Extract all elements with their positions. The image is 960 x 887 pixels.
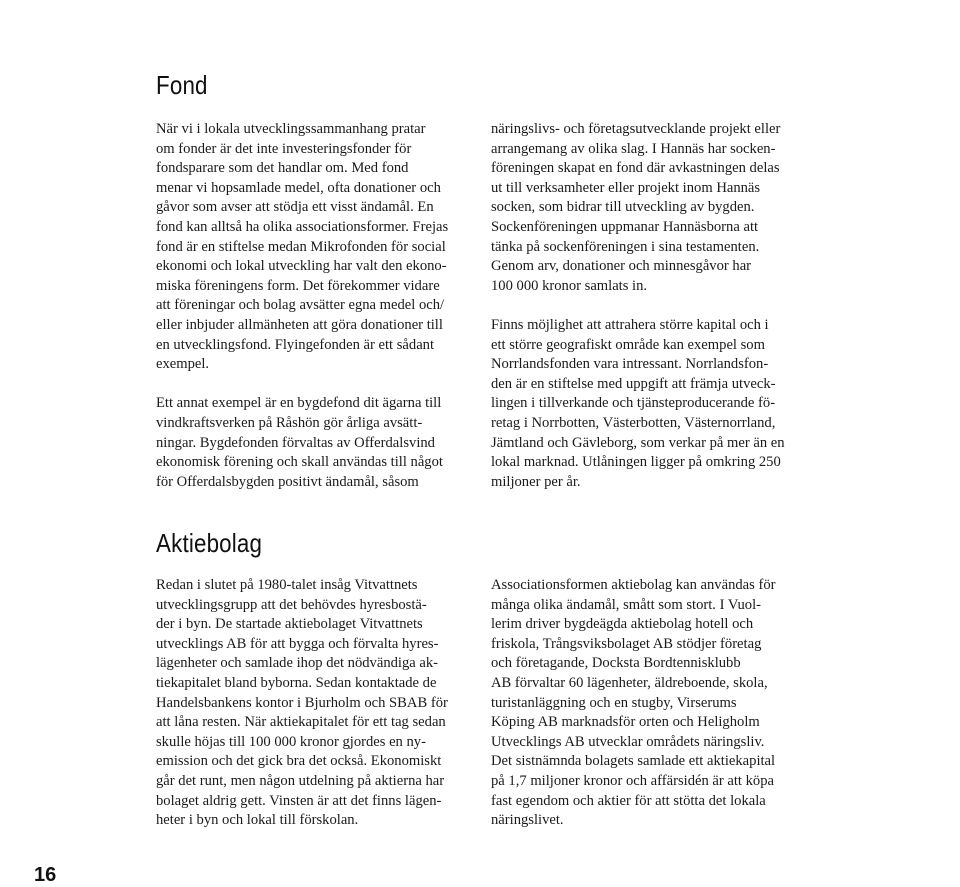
text-line: heter i byn och lokal till förskolan. [156, 812, 359, 829]
paragraph [491, 120, 821, 296]
text-line: tiekapitalet bland byborna. Sedan kontaktade de [156, 674, 437, 691]
text-line: lägenheter och samlade ihop det nödvändiga ak- [156, 655, 439, 672]
text-line: Finns möjlighet att attrahera större kapital och i [491, 316, 769, 333]
text-line: der i byn. De startade aktiebolaget Vitvattnets [156, 616, 423, 633]
text-line: Genom arv, donationer och minnesgåvor har [491, 258, 752, 275]
text-line: tänka på sockenföreningen i sina testamenten. [491, 238, 760, 255]
text-line: fondsparare som det handlar om. Med fond [156, 160, 409, 177]
fond-left-column [156, 120, 476, 492]
aktiebolag-left-column [156, 576, 476, 831]
text-line: näringslivs- och företagsutvecklande projekt eller [491, 121, 781, 137]
text-line: att föreningar och bolag avsätter egna medel och/ [156, 297, 445, 314]
text-line: Ett annat exempel är en bygdefond dit ägarna till [156, 395, 442, 412]
text-line: bolaget aldrig gett. Vinsten är att det finns lägen- [156, 792, 442, 809]
text-line: Norrlandsfonden vara intressant. Norrlandsfon- [491, 356, 769, 373]
text-line: Utvecklings AB utvecklar områdets näringsliv. [491, 733, 765, 750]
text-line: utvecklingsgrupp att det behövdes hyresbostä- [156, 596, 427, 613]
text-line: näringslivet. [491, 812, 564, 829]
text-line: lingen i tillverkande och tjänsteproducerande fö- [491, 395, 776, 412]
section-heading-fond: Fond [156, 70, 208, 100]
page-number: 16 [34, 864, 57, 886]
text-line: eller inbjuder allmänheten att göra donationer till [156, 316, 443, 333]
text-line: 100 000 kronor samlats in. [491, 277, 648, 294]
text-line: Det sistnämnda bolagets samlade ett aktiekapital [491, 753, 776, 770]
text-line: skulle höjas till 100 000 kronor gjordes en ny- [156, 733, 426, 750]
paragraph [156, 394, 476, 492]
text-line: fond är en stiftelse medan Mikrofonden för social [156, 238, 446, 255]
text-line: Associationsformen aktiebolag kan användas för [491, 577, 776, 593]
text-line: utvecklings AB för att bygga och förvalta hyres- [156, 635, 439, 652]
text-line: exempel. [156, 356, 210, 373]
text-line: att låna resten. När aktiekapitalet för ett tag sedan [156, 714, 446, 731]
text-line: retag i Norrbotten, Västerbotten, Västernorrland, [491, 414, 776, 431]
text-line: Jämtland och Gävleborg, som verkar på mer än en [491, 434, 785, 451]
text-line: friskola, Trångsviksbolaget AB stödjer företag [491, 635, 762, 652]
paragraph [491, 576, 821, 831]
text-line: den är en stiftelse med uppgift att främja utveck- [491, 375, 776, 392]
fond-right-column [491, 120, 821, 492]
text-line: socken, som bidrar till utveckling av bygden. [491, 199, 755, 216]
text-line: fast egendom och aktier för att stötta det lokala [491, 792, 766, 809]
text-line: vindkraftsverken på Råshön gör årliga avsätt- [156, 414, 423, 431]
text-line: ekonomisk förening och skall användas till något [156, 454, 443, 471]
text-line: för Offerdalsbygden positivt ändamål, såsom [156, 473, 419, 490]
text-line: lerim driver bygdeägda aktiebolag hotell och [491, 616, 754, 633]
text-line: går det runt, men någon utdelning på aktierna har [156, 772, 445, 789]
text-line: När vi i lokala utvecklingssammanhang pratar [156, 121, 426, 137]
text-line: Sockenföreningen uppmanar Hannäsborna att [491, 218, 759, 235]
text-line: på 1,7 miljoner kronor och affärsidén är att köpa [491, 772, 774, 789]
text-line: emission och det gick bra det också. Ekonomiskt [156, 753, 442, 770]
paragraph [156, 120, 476, 375]
text-line: ett större geografiskt område kan exempel som [491, 336, 765, 353]
text-line: Handelsbankens kontor i Bjurholm och SBAB för [156, 694, 448, 711]
text-line: och företagande, Docksta Bordtennisklubb [491, 655, 741, 672]
paragraph [491, 316, 821, 492]
text-line: AB förvaltar 60 lägenheter, äldreboende, skola, [491, 674, 768, 691]
text-line: arrangemang av olika slag. I Hannäs har socken- [491, 140, 776, 157]
text-line: miljoner per år. [491, 473, 581, 490]
text-line: lokal marknad. Utlåningen ligger på omkring 250 [491, 454, 781, 471]
section-heading-aktiebolag: Aktiebolag [156, 528, 263, 558]
text-line: turistanläggning och en stugby, Virserums [491, 694, 737, 711]
text-line: föreningen skapat en fond där avkastningen delas [491, 160, 780, 177]
text-line: ut till verksamheter eller projekt inom Hannäs [491, 179, 761, 196]
text-line: många olika ändamål, smått som stort. I Vuol- [491, 596, 762, 613]
text-line: Köping AB marknadsför orten och Heligholm [491, 714, 760, 731]
aktiebolag-right-column [491, 576, 821, 831]
paragraph [156, 576, 476, 831]
text-line: ekonomi och lokal utveckling har valt den ekono- [156, 258, 447, 275]
text-line: om fonder är det inte investeringsfonder för [156, 140, 412, 157]
text-line: en utvecklingsfond. Flyingefonden är ett sådant [156, 336, 435, 353]
text-line: miska föreningens form. Det förekommer vidare [156, 277, 440, 294]
text-line: gåvor som avser att stödja ett visst ändamål. En [156, 199, 434, 216]
text-line: fond kan alltså ha olika associationsformer. Frejas [156, 218, 449, 235]
text-line: ningar. Bygdefonden förvaltas av Offerdalsvind [156, 434, 435, 451]
text-line: menar vi hopsamlade medel, ofta donationer och [156, 179, 441, 196]
text-line: Redan i slutet på 1980-talet insåg Vitvattnets [156, 577, 418, 593]
